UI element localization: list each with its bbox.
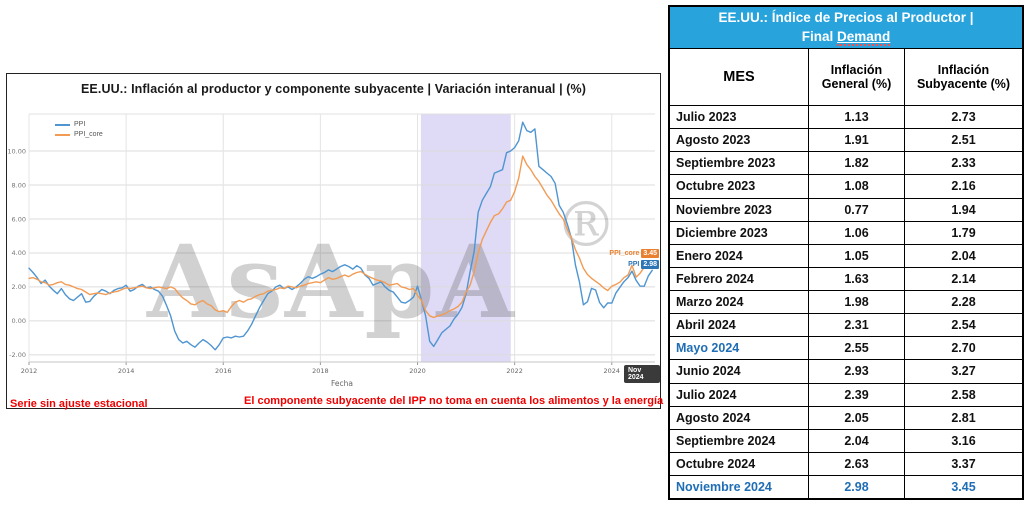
chart-panel (6, 73, 664, 410)
svg-text:2.00: 2.00 (11, 283, 26, 292)
table-row (670, 152, 1022, 175)
cell-month: Septiembre 2023 (670, 152, 809, 174)
table-row (670, 175, 1022, 198)
table-row (670, 384, 1022, 407)
cell-month: Agosto 2024 (670, 407, 809, 429)
table-row (670, 129, 1022, 152)
cell-subyacente: 2.70 (951, 341, 976, 356)
cell-subyacente: 2.73 (951, 110, 976, 125)
ppi-core-line-swatch (55, 134, 70, 136)
svg-text:2016: 2016 (214, 367, 232, 375)
end-label-ppi (609, 260, 659, 269)
cell-subyacente: 1.94 (951, 202, 976, 217)
table-row (670, 337, 1022, 360)
header-subyacente: Inflación Subyacente (%) (916, 62, 1011, 91)
legend-label-ppi-core: PPI_core (74, 131, 103, 138)
cell-subyacente: 2.16 (951, 179, 976, 194)
table-row (670, 407, 1022, 430)
cell-month: Julio 2023 (670, 106, 809, 128)
cell-month: Octubre 2023 (670, 175, 809, 197)
table-row (670, 222, 1022, 245)
table-body (670, 106, 1022, 498)
table-row (670, 314, 1022, 337)
cell-subyacente: 2.28 (951, 295, 976, 310)
legend-label-ppi: PPI (74, 121, 86, 128)
cell-general: 2.63 (809, 453, 905, 475)
cell-subyacente: 2.58 (951, 387, 976, 402)
ppi-line-swatch (55, 124, 70, 126)
cell-general: 1.82 (809, 152, 905, 174)
cell-general: 1.91 (809, 129, 905, 151)
chart-title: EE.UU.: Inflación al productor y componente subyacente | Variación interanual | (%) (81, 82, 586, 96)
ppi-core-value-badge: 3.45 (643, 250, 657, 257)
table-row (670, 106, 1022, 129)
cell-month: Diciembre 2023 (670, 222, 809, 244)
cell-subyacente: 2.14 (951, 271, 976, 286)
cell-subyacente: 3.37 (951, 456, 976, 471)
cell-general: 2.04 (809, 430, 905, 452)
table-title (670, 7, 1022, 49)
chart-legend (55, 121, 103, 141)
cell-subyacente: 2.81 (951, 410, 976, 425)
table-header-row (670, 49, 1022, 106)
table-row (670, 199, 1022, 222)
svg-text:2018: 2018 (312, 367, 329, 375)
cell-month: Abril 2024 (670, 314, 809, 336)
svg-text:4.00: 4.00 (11, 249, 26, 258)
cell-general: 1.13 (809, 106, 905, 128)
series-end-labels (609, 249, 659, 271)
table-title-line2 (670, 28, 1022, 46)
table-title-line1: EE.UU.: Índice de Precios al Productor | (718, 10, 974, 26)
svg-text:2020: 2020 (409, 367, 426, 375)
table-row (670, 291, 1022, 314)
svg-text:2012: 2012 (20, 367, 38, 375)
table-row (670, 453, 1022, 476)
svg-text:0.00: 0.00 (11, 317, 26, 326)
legend-item-ppi (55, 121, 103, 128)
cell-general: 1.98 (809, 291, 905, 313)
cell-subyacente: 2.33 (951, 156, 976, 171)
svg-text:6.00: 6.00 (11, 215, 26, 224)
cell-general: 2.39 (809, 384, 905, 406)
cell-general: 1.08 (809, 175, 905, 197)
table-row (670, 430, 1022, 453)
data-table (668, 5, 1024, 500)
cell-general: 1.63 (809, 268, 905, 290)
cell-general: 1.05 (809, 245, 905, 267)
cell-general: 0.77 (809, 199, 905, 221)
ppi-end-name: PPI (628, 261, 640, 268)
cell-subyacente: 2.54 (951, 318, 976, 333)
cell-general: 2.93 (809, 360, 905, 382)
cell-month: Agosto 2023 (670, 129, 809, 151)
cell-general: 1.06 (809, 222, 905, 244)
cell-subyacente: 3.16 (951, 433, 976, 448)
cell-general: 2.05 (809, 407, 905, 429)
svg-text:2024: 2024 (603, 367, 621, 375)
header-mes: MES (670, 49, 809, 105)
cell-month: Septiembre 2024 (670, 430, 809, 452)
svg-text:Fecha: Fecha (331, 379, 353, 388)
cell-month: Mayo 2024 (670, 337, 809, 359)
cell-subyacente: 3.27 (951, 364, 976, 379)
svg-text:10.00: 10.00 (7, 147, 26, 156)
legend-item-ppi-core (55, 131, 103, 138)
end-label-ppi-core (609, 249, 659, 258)
note-core-definition: El componente subyacente del IPP no toma en cuenta los alimentos y la energía (244, 395, 664, 407)
cell-month: Enero 2024 (670, 245, 809, 267)
cell-month: Octubre 2024 (670, 453, 809, 475)
cell-subyacente: 3.45 (951, 480, 976, 495)
watermark-registered-symbol: ® (555, 188, 617, 261)
svg-text:-2.00: -2.00 (9, 351, 26, 360)
table-title-final: Final (801, 28, 837, 44)
cell-month: Junio 2024 (670, 360, 809, 382)
cell-month: Febrero 2024 (670, 268, 809, 290)
line-chart (7, 74, 659, 407)
date-cursor-badge: Nov 2024 (624, 365, 660, 383)
header-general: Inflación General (%) (809, 49, 905, 105)
cell-subyacente: 1.79 (951, 225, 976, 240)
ppi-core-end-name: PPI_core (609, 250, 640, 257)
cell-month: Marzo 2024 (670, 291, 809, 313)
table-title-demand-underlined: Demand (837, 28, 891, 44)
cell-month: Noviembre 2023 (670, 199, 809, 221)
table-row (670, 245, 1022, 268)
svg-text:8.00: 8.00 (11, 181, 26, 190)
table-row (670, 360, 1022, 383)
table-row (670, 476, 1022, 498)
cell-month: Noviembre 2024 (670, 476, 809, 498)
svg-text:2014: 2014 (117, 367, 135, 375)
ppi-value-badge: 2.98 (643, 261, 657, 268)
cell-general: 2.31 (809, 314, 905, 336)
svg-text:2022: 2022 (506, 367, 523, 375)
cell-subyacente: 2.51 (951, 133, 976, 148)
cell-general: 2.98 (809, 476, 905, 498)
cell-general: 2.55 (809, 337, 905, 359)
table-row (670, 268, 1022, 291)
note-seasonal-adjustment: Serie sin ajuste estacional (10, 398, 148, 410)
cell-subyacente: 2.04 (951, 248, 976, 263)
cell-month: Julio 2024 (670, 384, 809, 406)
watermark-text: AsApA (147, 223, 516, 341)
